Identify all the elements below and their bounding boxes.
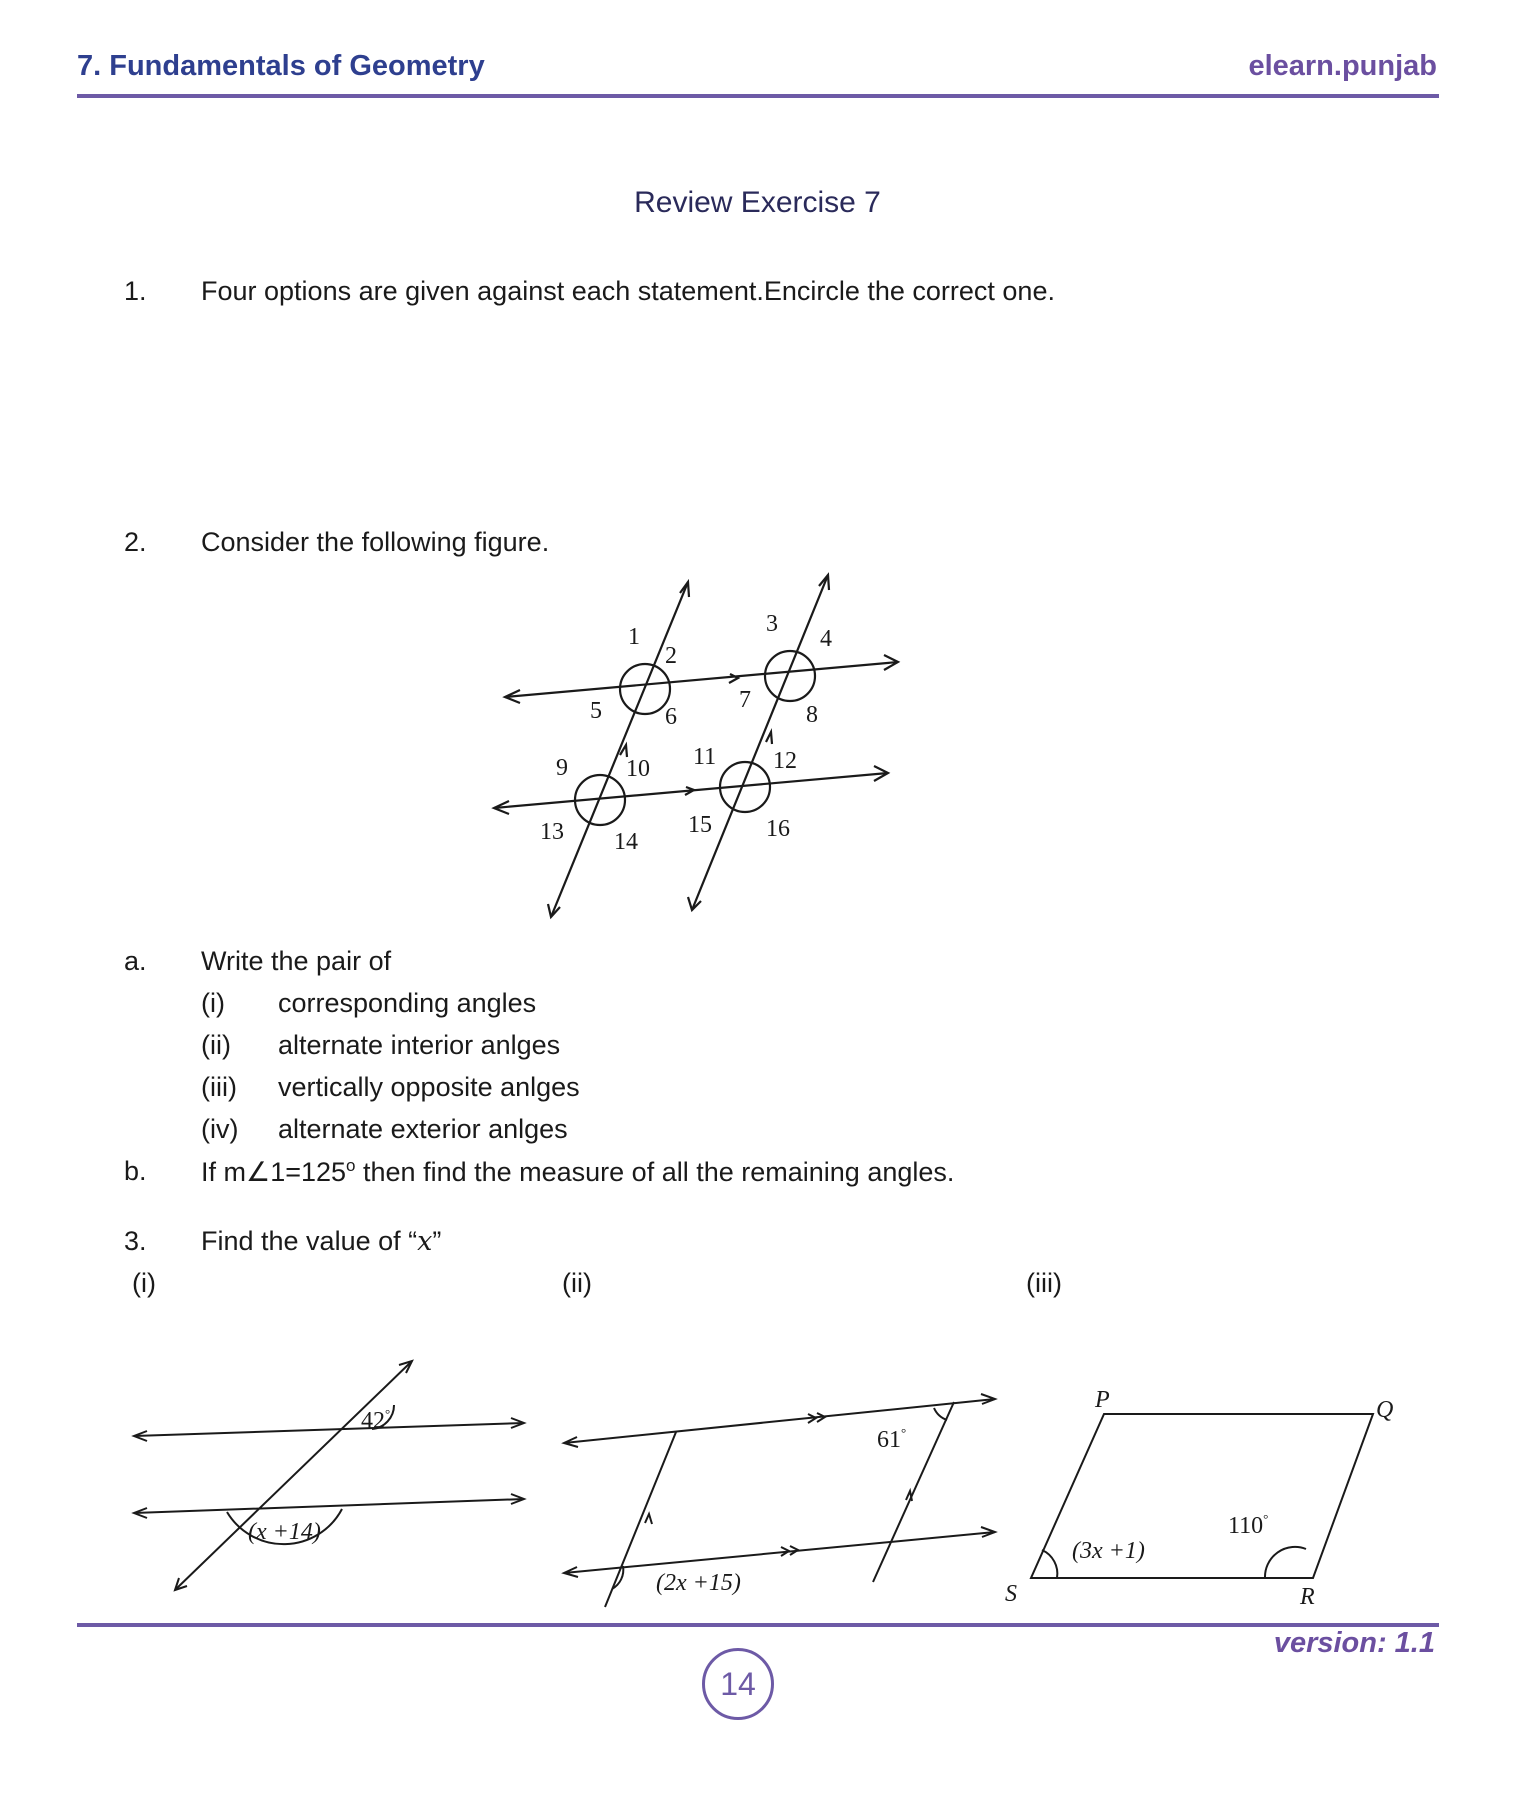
fig-i-angle-42: 42° (361, 1406, 391, 1434)
q3-figure-i (120, 1345, 540, 1605)
angle-label-14: 14 (614, 829, 638, 855)
angle-label-9: 9 (556, 755, 568, 781)
fig-i-angle-expr: (x +14) (248, 1519, 321, 1545)
q3-part-ii-label: (ii) (562, 1268, 592, 1298)
angle-label-4: 4 (820, 626, 832, 652)
q2a-item-1-text: corresponding angles (278, 988, 537, 1018)
fig-iii-angle-110: 110° (1228, 1511, 1269, 1539)
q2-number: 2. (124, 527, 147, 557)
q2b-text: If $m\angle 1=125^o$ then find the measure of all the remaining angles. (201, 1156, 955, 1187)
q2a-item-3-text: vertically opposite anlges (278, 1072, 580, 1102)
q2a-label: a. (124, 946, 147, 976)
version-label: version: 1.1 (1273, 1627, 1435, 1659)
q1-text: Four options are given against each statement.Encircle the correct one. (201, 276, 1055, 306)
header-rule (77, 94, 1439, 98)
q3-figure-iii (995, 1380, 1415, 1620)
q2b-label: b. (124, 1156, 147, 1186)
angle-label-1: 1 (628, 624, 640, 650)
q2a-item-3-roman: (iii) (201, 1072, 237, 1102)
q3-text: Find the value of “x” (201, 1226, 442, 1257)
footer-rule (77, 1623, 1439, 1627)
q2a-item-1-roman: (i) (201, 988, 225, 1018)
exercise-title: Review Exercise 7 (634, 186, 881, 219)
site-name[interactable]: elearn.punjab (1248, 50, 1437, 82)
chapter-title: 7. Fundamentals of Geometry (77, 50, 485, 82)
fig-ii-angle-61: 61° (877, 1425, 907, 1453)
angle-label-7: 7 (739, 687, 751, 713)
page-number: 14 (702, 1648, 774, 1720)
angle-label-3: 3 (766, 611, 778, 637)
angle-label-12: 12 (773, 748, 797, 774)
angle-label-6: 6 (665, 704, 677, 730)
q2a-item-4-text: alternate exterior anlges (278, 1114, 568, 1144)
vertex-R: R (1300, 1584, 1315, 1610)
q3-number: 3. (124, 1226, 147, 1256)
q3-figure-ii (550, 1380, 1010, 1620)
parallel-lines-figure (480, 560, 920, 930)
angle-label-5: 5 (590, 698, 602, 724)
angle-label-2: 2 (665, 643, 677, 669)
q2a-text: Write the pair of (201, 946, 392, 976)
angle-label-8: 8 (806, 702, 818, 728)
angle-label-15: 15 (688, 812, 712, 838)
q2a-item-2-text: alternate interior anlges (278, 1030, 561, 1060)
fig-iii-angle-expr: (3x +1) (1072, 1538, 1145, 1564)
q1-number: 1. (124, 276, 147, 306)
angle-label-10: 10 (626, 756, 650, 782)
vertex-P: P (1095, 1387, 1110, 1413)
q3-part-i-label: (i) (132, 1268, 156, 1298)
vertex-S: S (1005, 1581, 1017, 1607)
fig-ii-angle-expr: (2x +15) (656, 1570, 741, 1596)
angle-label-11: 11 (693, 744, 717, 770)
angle-label-13: 13 (540, 819, 564, 845)
vertex-Q: Q (1376, 1397, 1394, 1423)
q3-part-iii-label: (iii) (1026, 1268, 1062, 1298)
q2a-item-4-roman: (iv) (201, 1114, 239, 1144)
angle-label-16: 16 (766, 816, 790, 842)
q2a-item-2-roman: (ii) (201, 1030, 231, 1060)
q2-text: Consider the following figure. (201, 527, 550, 557)
